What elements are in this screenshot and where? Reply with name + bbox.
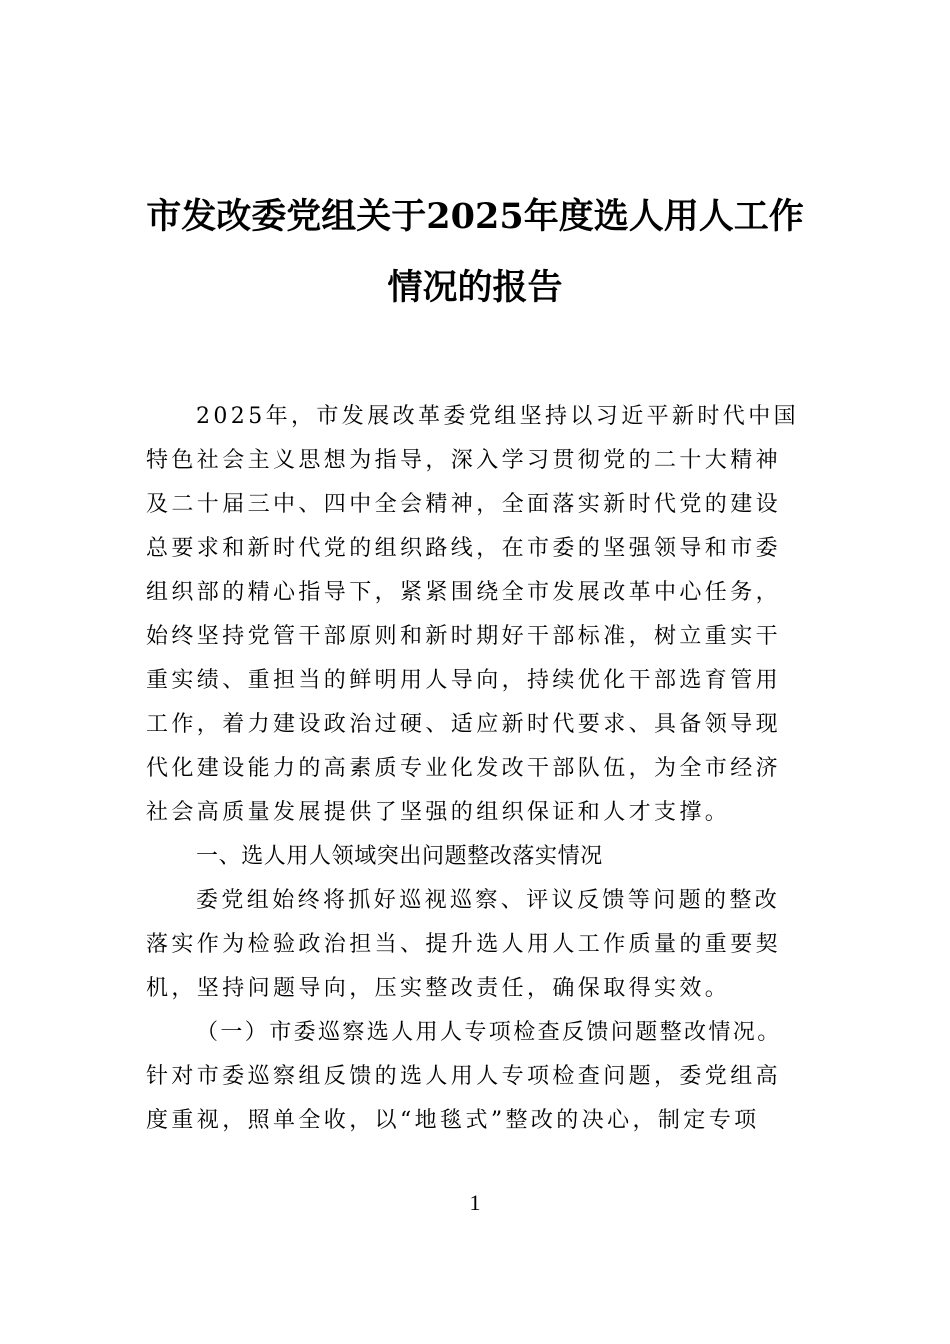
paragraph-line: 组织部的精心指导下，紧紧围绕全市发展改革中心任务， (146, 580, 782, 605)
paragraph-line: 工作，着力建设政治过硬、适应新时代要求、具备领导现 (146, 712, 782, 737)
paragraph-line: 落实作为检验政治担当、提升选人用人工作质量的重要契 (146, 932, 782, 957)
paragraph-line: 总要求和新时代党的组织路线，在市委的坚强领导和市委 (146, 536, 782, 561)
document-title-line-1: 市发改委党组关于2025年度选人用人工作 (146, 196, 804, 237)
section-heading: 一、选人用人领域突出问题整改落实情况 (196, 844, 603, 869)
paragraph-line: 重实绩、重担当的鲜明用人导向，持续优化干部选育管用 (146, 668, 782, 693)
paragraph-line: 委党组始终将抓好巡视巡察、评议反馈等问题的整改 (196, 888, 781, 913)
paragraph-line: 及二十届三中、四中全会精神，全面落实新时代党的建设 (146, 492, 782, 517)
paragraph-line: 社会高质量发展提供了坚强的组织保证和人才支撑。 (146, 800, 731, 825)
paragraph-line: 针对市委巡察组反馈的选人用人专项检查问题，委党组高 (146, 1064, 782, 1089)
paragraph-line: 机，坚持问题导向，压实整改责任，确保取得实效。 (146, 976, 731, 1001)
paragraph-line: 度重视，照单全收，以“地毯式”整改的决心，制定专项 (146, 1108, 760, 1133)
paragraph-line: 特色社会主义思想为指导，深入学习贯彻党的二十大精神 (146, 448, 782, 473)
paragraph-line: 代化建设能力的高素质专业化发改干部队伍，为全市经济 (146, 756, 782, 781)
page-number: 1 (469, 1190, 481, 1215)
paragraph-line: 始终坚持党管干部原则和新时期好干部标准，树立重实干 (146, 624, 782, 649)
paragraph-line: 2025年，市发展改革委党组坚持以习近平新时代中国 (196, 404, 799, 429)
document-body (146, 395, 806, 1143)
subsection-heading: （一）市委巡察选人用人专项检查反馈问题整改情况。 (196, 1020, 782, 1045)
document-title-line-2: 情况的报告 (387, 267, 563, 308)
